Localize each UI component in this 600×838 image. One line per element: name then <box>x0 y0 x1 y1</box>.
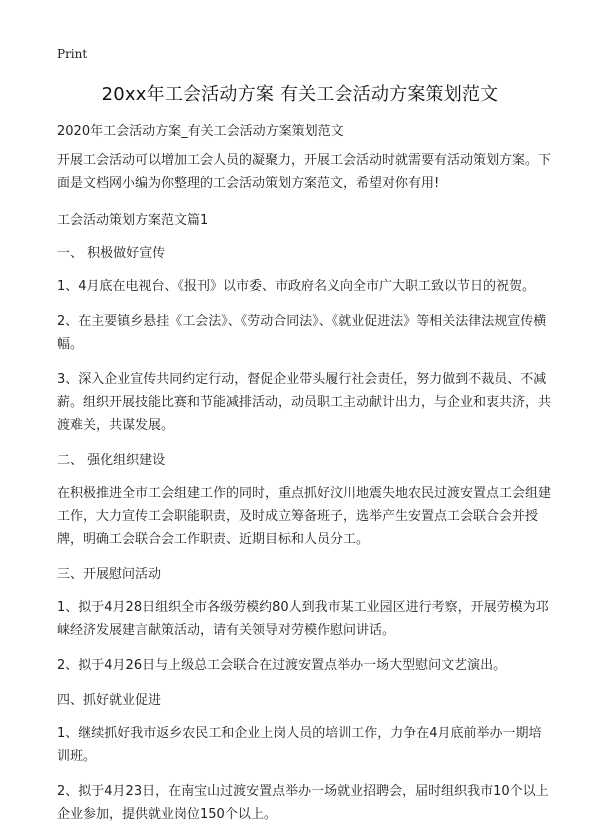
section-label: 工会活动策划方案范文篇1 <box>57 213 209 228</box>
paragraph: 2、拟于4月26日与上级总工会联合在过渡安置点举办一场大型慰问文艺演出。 <box>57 658 507 673</box>
paragraph: 在积极推进全市工会组建工作的同时，重点抓好汶川地震失地农民过渡安置点工会组建工作，大力宣传工会职能职责，及时成立筹备班子，选举产生安置点工会联合会并授牌，明确工会联合会工作职责、近期目标和人员分工。 <box>57 486 552 547</box>
paragraph: 2、在主要镇乡悬挂《工会法》、《劳动合同法》、《就业促进法》等相关法律法规宣传横幅。 <box>57 314 547 352</box>
section-heading: 二、 强化组织建设 <box>57 453 166 468</box>
print-label: Print <box>57 47 88 61</box>
paragraph: 2、拟于4月23日，在南宝山过渡安置点举办一场就业招聘会，届时组织我市10个以上企业参加，提供就业岗位150个以上。 <box>57 784 549 822</box>
document-body <box>57 120 554 838</box>
document-title: 20xx年工会活动方案 有关工会活动方案策划范文 <box>101 84 499 105</box>
paragraph: 1、拟于4月28日组织全市各级劳模约80人到我市某工业园区进行考察，开展劳模为邛崃经济发展建言献策活动，请有关领导对劳模作慰问讲话。 <box>57 600 549 638</box>
intro-paragraph: 开展工会活动可以增加工会人员的凝聚力，开展工会活动时就需要有活动策划方案。下面是文档网小编为你整理的工会活动策划方案范文，希望对你有用! <box>57 153 552 191</box>
paragraph: 1、继续抓好我市返乡农民工和企业上岗人员的培训工作，力争在4月底前举办一期培训班。 <box>57 726 542 764</box>
section-heading: 三、开展慰问活动 <box>57 567 162 582</box>
paragraph: 3、深入企业宣传共同约定行动，督促企业带头履行社会责任，努力做到不裁员、不减薪。组织开展技能比赛和节能减排活动，动员职工主动献计出力，与企业和衷共济，共渡难关，共谋发展。 <box>57 372 552 433</box>
document-subtitle: 2020年工会活动方案_有关工会活动方案策划范文 <box>57 124 344 139</box>
paragraph: 1、4月底在电视台、《报刊》以市委、市政府名义向全市广大职工致以节日的祝贺。 <box>57 279 536 294</box>
section-heading: 四、抓好就业促进 <box>57 693 162 708</box>
section-heading: 一、 积极做好宣传 <box>57 246 166 261</box>
